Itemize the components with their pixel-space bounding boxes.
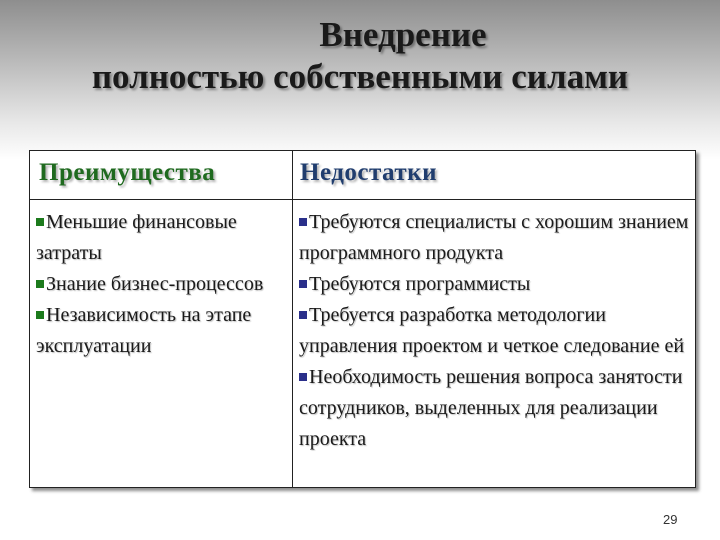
- disadvantages-list: [299, 207, 691, 455]
- advantage-item: Знание бизнес-процессов: [36, 269, 290, 300]
- disadvantage-item: Требуются программисты: [299, 269, 691, 300]
- square-bullet-icon: [36, 218, 44, 226]
- square-bullet-icon: [36, 311, 44, 319]
- table-column-divider: [292, 151, 293, 487]
- slide-title-line2: полностью собственными силами: [91, 57, 629, 96]
- square-bullet-icon: [299, 218, 307, 226]
- advantages-header: Преимущества: [39, 159, 216, 186]
- square-bullet-icon: [299, 311, 307, 319]
- slide-title: [0, 14, 720, 98]
- square-bullet-icon: [299, 280, 307, 288]
- table-header-divider: [30, 199, 695, 200]
- disadvantage-item: Требуются специалисты с хорошим знанием программного продукта: [299, 211, 689, 264]
- comparison-table: [29, 150, 696, 488]
- slide-title-line1: Внедрение: [319, 15, 487, 54]
- disadvantage-item: Требуется разработка методологии управления проектом и четкое следование ей: [299, 304, 685, 357]
- square-bullet-icon: [36, 280, 44, 288]
- advantage-item: Меньшие финансовые затраты: [36, 211, 237, 264]
- disadvantage-item: Необходимость решения вопроса занятости сотрудников, выделенных для реализации проекта: [299, 366, 683, 450]
- advantages-list: [36, 207, 290, 362]
- disadvantages-header: Недостатки: [300, 159, 437, 186]
- page-number: 29: [663, 512, 678, 527]
- advantage-item: Независимость на этапе эксплуатации: [36, 304, 252, 357]
- square-bullet-icon: [299, 373, 307, 381]
